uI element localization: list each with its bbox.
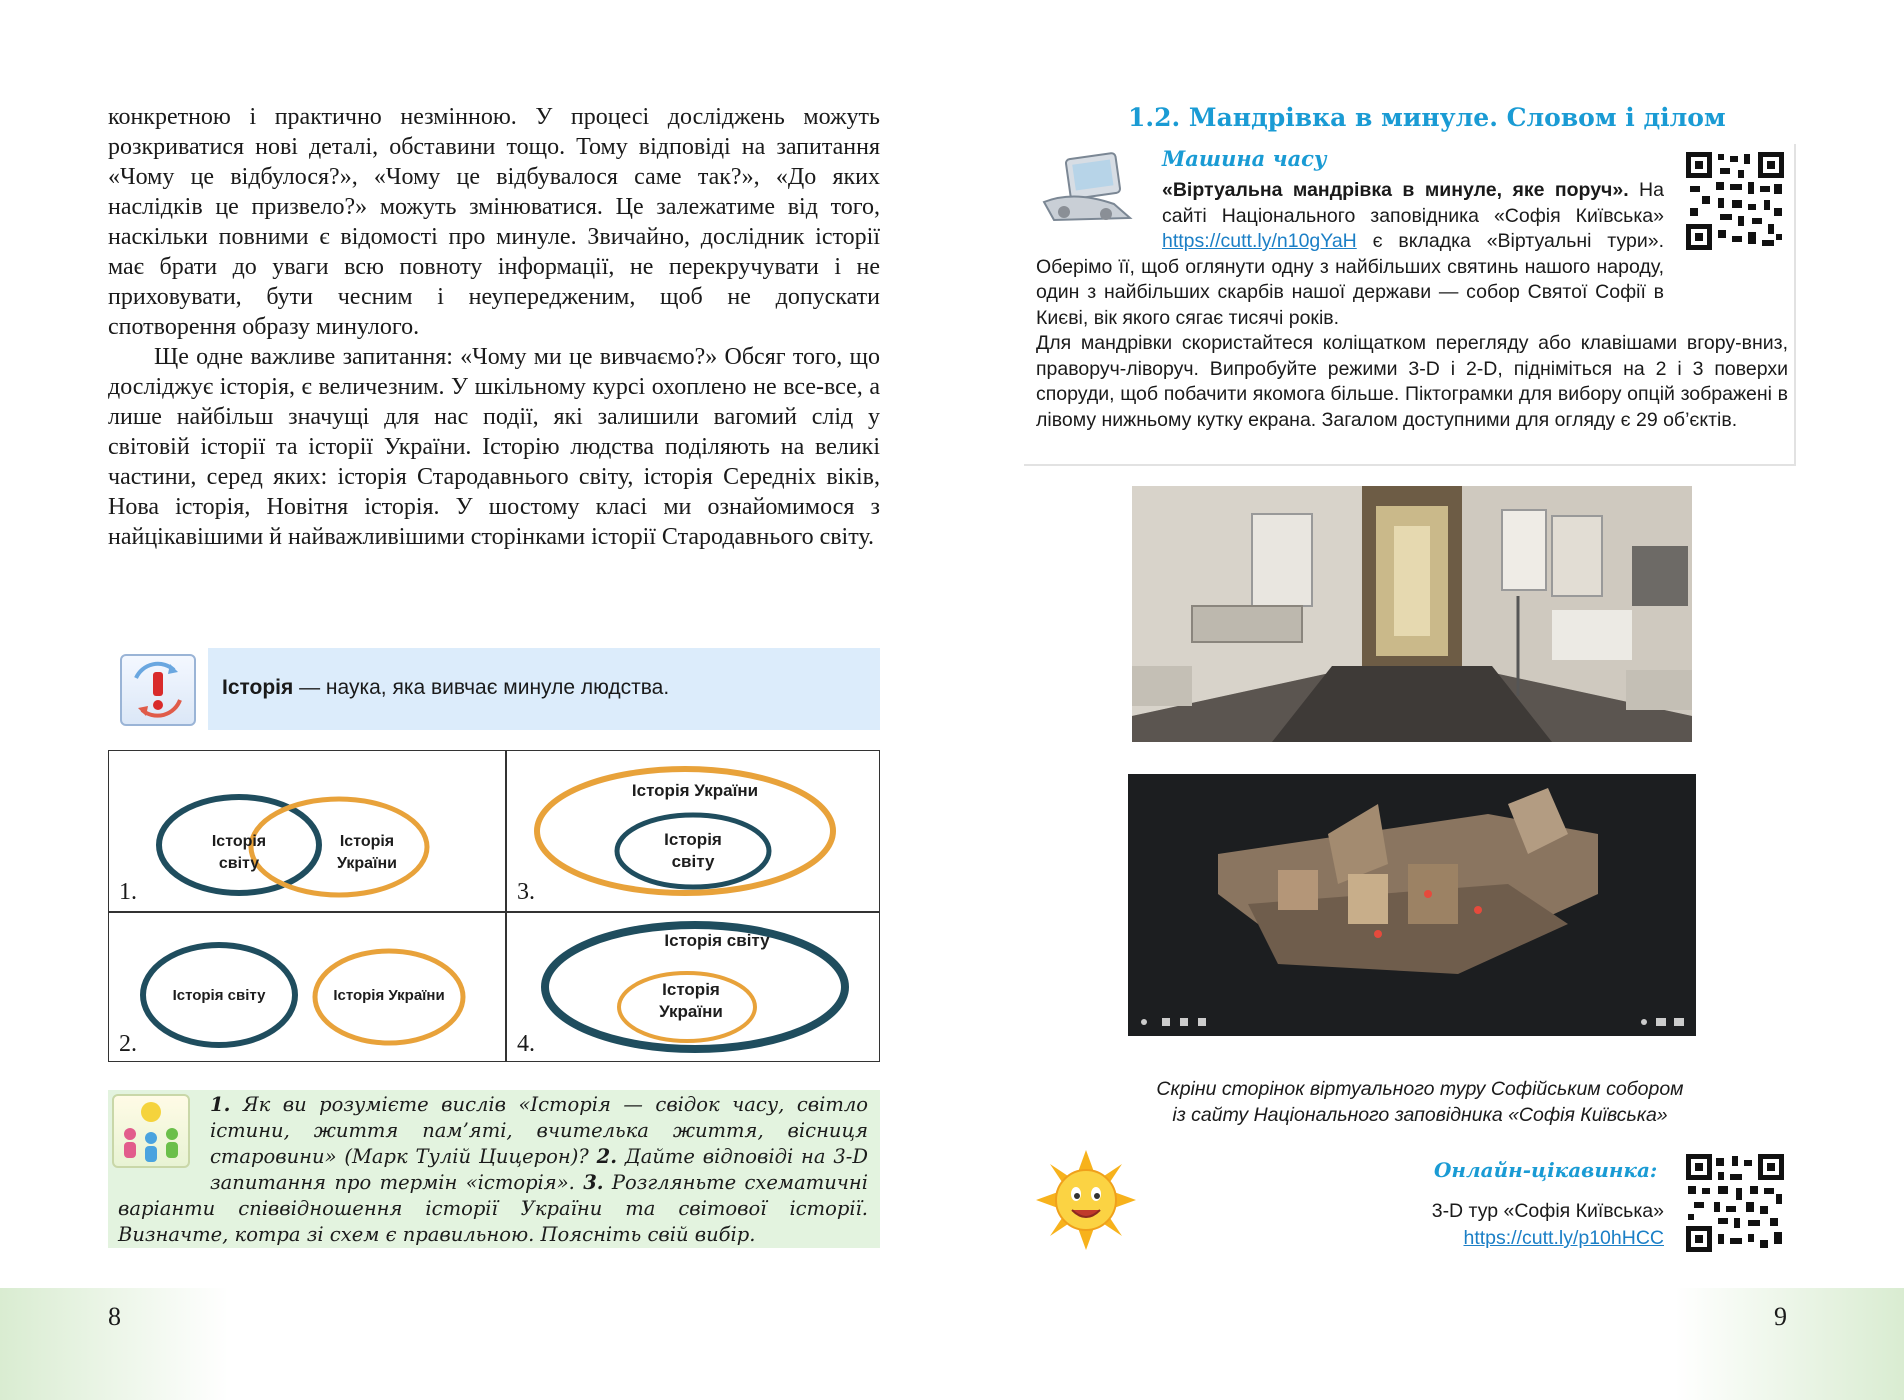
virtual-tour-interior-screenshot (1132, 486, 1692, 742)
history-diagrams (108, 750, 880, 1062)
questions-text: 1. Як ви розумієте вислів «Історія — свідок часу, світло істини, життя пам’яті, вчителька життя, вісниця старовини» (Марк Тулій Цицерон)? 2. Дайте відповіді на 3-D запитання про термін «історія». 3. Розгляньте схематичні варіанти співвідношення історії України та світової історії. Визначте, котра зі схем є правильною. Поясніть свій вибір. (118, 1093, 868, 1246)
paragraph-2: Ще одне важливе запитання: «Чому ми це вивчаємо?» Обсяг того, що досліджує історія, є величезним. У шкільному курсі охоплено не все-все, а лише найбільш значущі для нас події, які залишили вагомий слід у світовій історії та історії України. Історію людства поділяють на великі частини, серед яких: історія Стародавнього світу, історія Середніх віків, Нова історія, Новітня історія. У шостому класі ми ознайомимося з найцікавішими й найважливішими сторінками історії Стародавнього світу. (108, 344, 880, 550)
diagram-1-right-label: Історія України (336, 833, 398, 872)
page-number-right: 9 (1774, 1302, 1787, 1331)
time-machine-title: Машина часу (1162, 146, 1327, 171)
online-title: Онлайн-цікавинка: (1434, 1158, 1658, 1182)
diagram-1-left-label: Історія світу (211, 833, 267, 872)
screenshots-caption: Скріни сторінок віртуального туру Софійським собором із сайту Національного заповідника «Софія Київська» (1156, 1078, 1684, 1126)
definition-box (208, 648, 880, 730)
paragraph-1: конкретною і практично незмінною. У процесі досліджень можуть розкриватися нові деталі, обставини тощо. Тому відповіді на запитання «Чому це відбулося?», «Чому це відбувалося саме так?», «До яких наслідків це призвело?» можуть змінюватися. Це залежатиме від того, наскільки повними є відомості про минуле. Звичайно, дослідник історії має брати до уваги всю повноту інформації, не перекручувати і не приховувати, бути чесним і неупередженим, щоб не допускати спотворення образу минулого. (108, 104, 880, 340)
sun-icon (1036, 1150, 1136, 1250)
definition-text: — наука, яка вивчає минуле людства. (293, 676, 670, 699)
page-footer (0, 1288, 1904, 1400)
diagram-2-number: 2. (119, 1031, 137, 1057)
time-machine-bold-line: «Віртуальна мандрівка в минуле, яке поруч». (1162, 179, 1629, 201)
qr-code-icon[interactable] (1686, 1154, 1784, 1252)
exclamation-icon (120, 654, 196, 726)
diagram-3-inner-label: Історія світу (664, 830, 722, 871)
diagram-4-outer-label: Історія світу (664, 931, 770, 950)
definition-term: Історія (222, 676, 294, 699)
online-tour-link[interactable]: https://cutt.ly/p10hHCC (1463, 1227, 1664, 1249)
diagram-2-right-label: Історія України (333, 987, 445, 1004)
online-tour-label: 3-D тур «Софія Київська» (1431, 1200, 1664, 1222)
sofia-site-link[interactable]: https://cutt.ly/n10gYaH (1162, 230, 1357, 252)
diagram-3-outer-label: Історія України (631, 781, 759, 800)
time-machine-text: «Віртуальна мандрівка в минуле, яке поруч». На сайті Національного заповідника «Софія Київська» https://cutt.ly/n10gYaH є вкладка «Віртуальні тури». Оберімо її, щоб оглянути одну з найбільших святинь нашого народу, один з найбільших скарбів нашої держави — собор Святої Софії в Києві, вік якого сягає тисячі років. Для мандрівки скористайтеся коліщатком перегляду або клавішами вгору-вниз, праворуч-ліворуч. Випробуйте режими 3-D і 2-D, підніміться на 2 і 3 поверхи споруди, щоб побачити якомога більше. Піктограмки для вибору опцій зображені в лівому нижньому кутку екрана. Загалом доступними для огляду є 29 об’єктів. (1036, 178, 1788, 433)
online-text (1388, 1198, 1664, 1252)
section-heading: 1.2. Мандрівка в минуле. Словом і ділом (1128, 103, 1726, 132)
page-number-left: 8 (108, 1302, 121, 1331)
diagram-3-number: 3. (517, 879, 535, 905)
virtual-tour-3d-screenshot (1128, 774, 1696, 1036)
diagram-4-inner-label: Історія України (659, 980, 723, 1021)
diagram-1-number: 1. (119, 879, 137, 905)
diagram-4-number: 4. (517, 1031, 535, 1057)
diagram-2-left-label: Історія світу (172, 987, 266, 1004)
time-machine-paragraph-2: Для мандрівки скористайтеся коліщатком перегляду або клавішами вгору-вниз, праворуч-ліворуч. Випробуйте режими 3-D і 2-D, підніміться на 2 і 3 поверхи споруди, щоб побачити якомога більше. Піктограмки для вибору опцій зображені в лівому нижньому кутку екрана. Загалом доступними для огляду є 29 об’єктів. (1036, 332, 1788, 431)
left-body-text (108, 102, 880, 552)
